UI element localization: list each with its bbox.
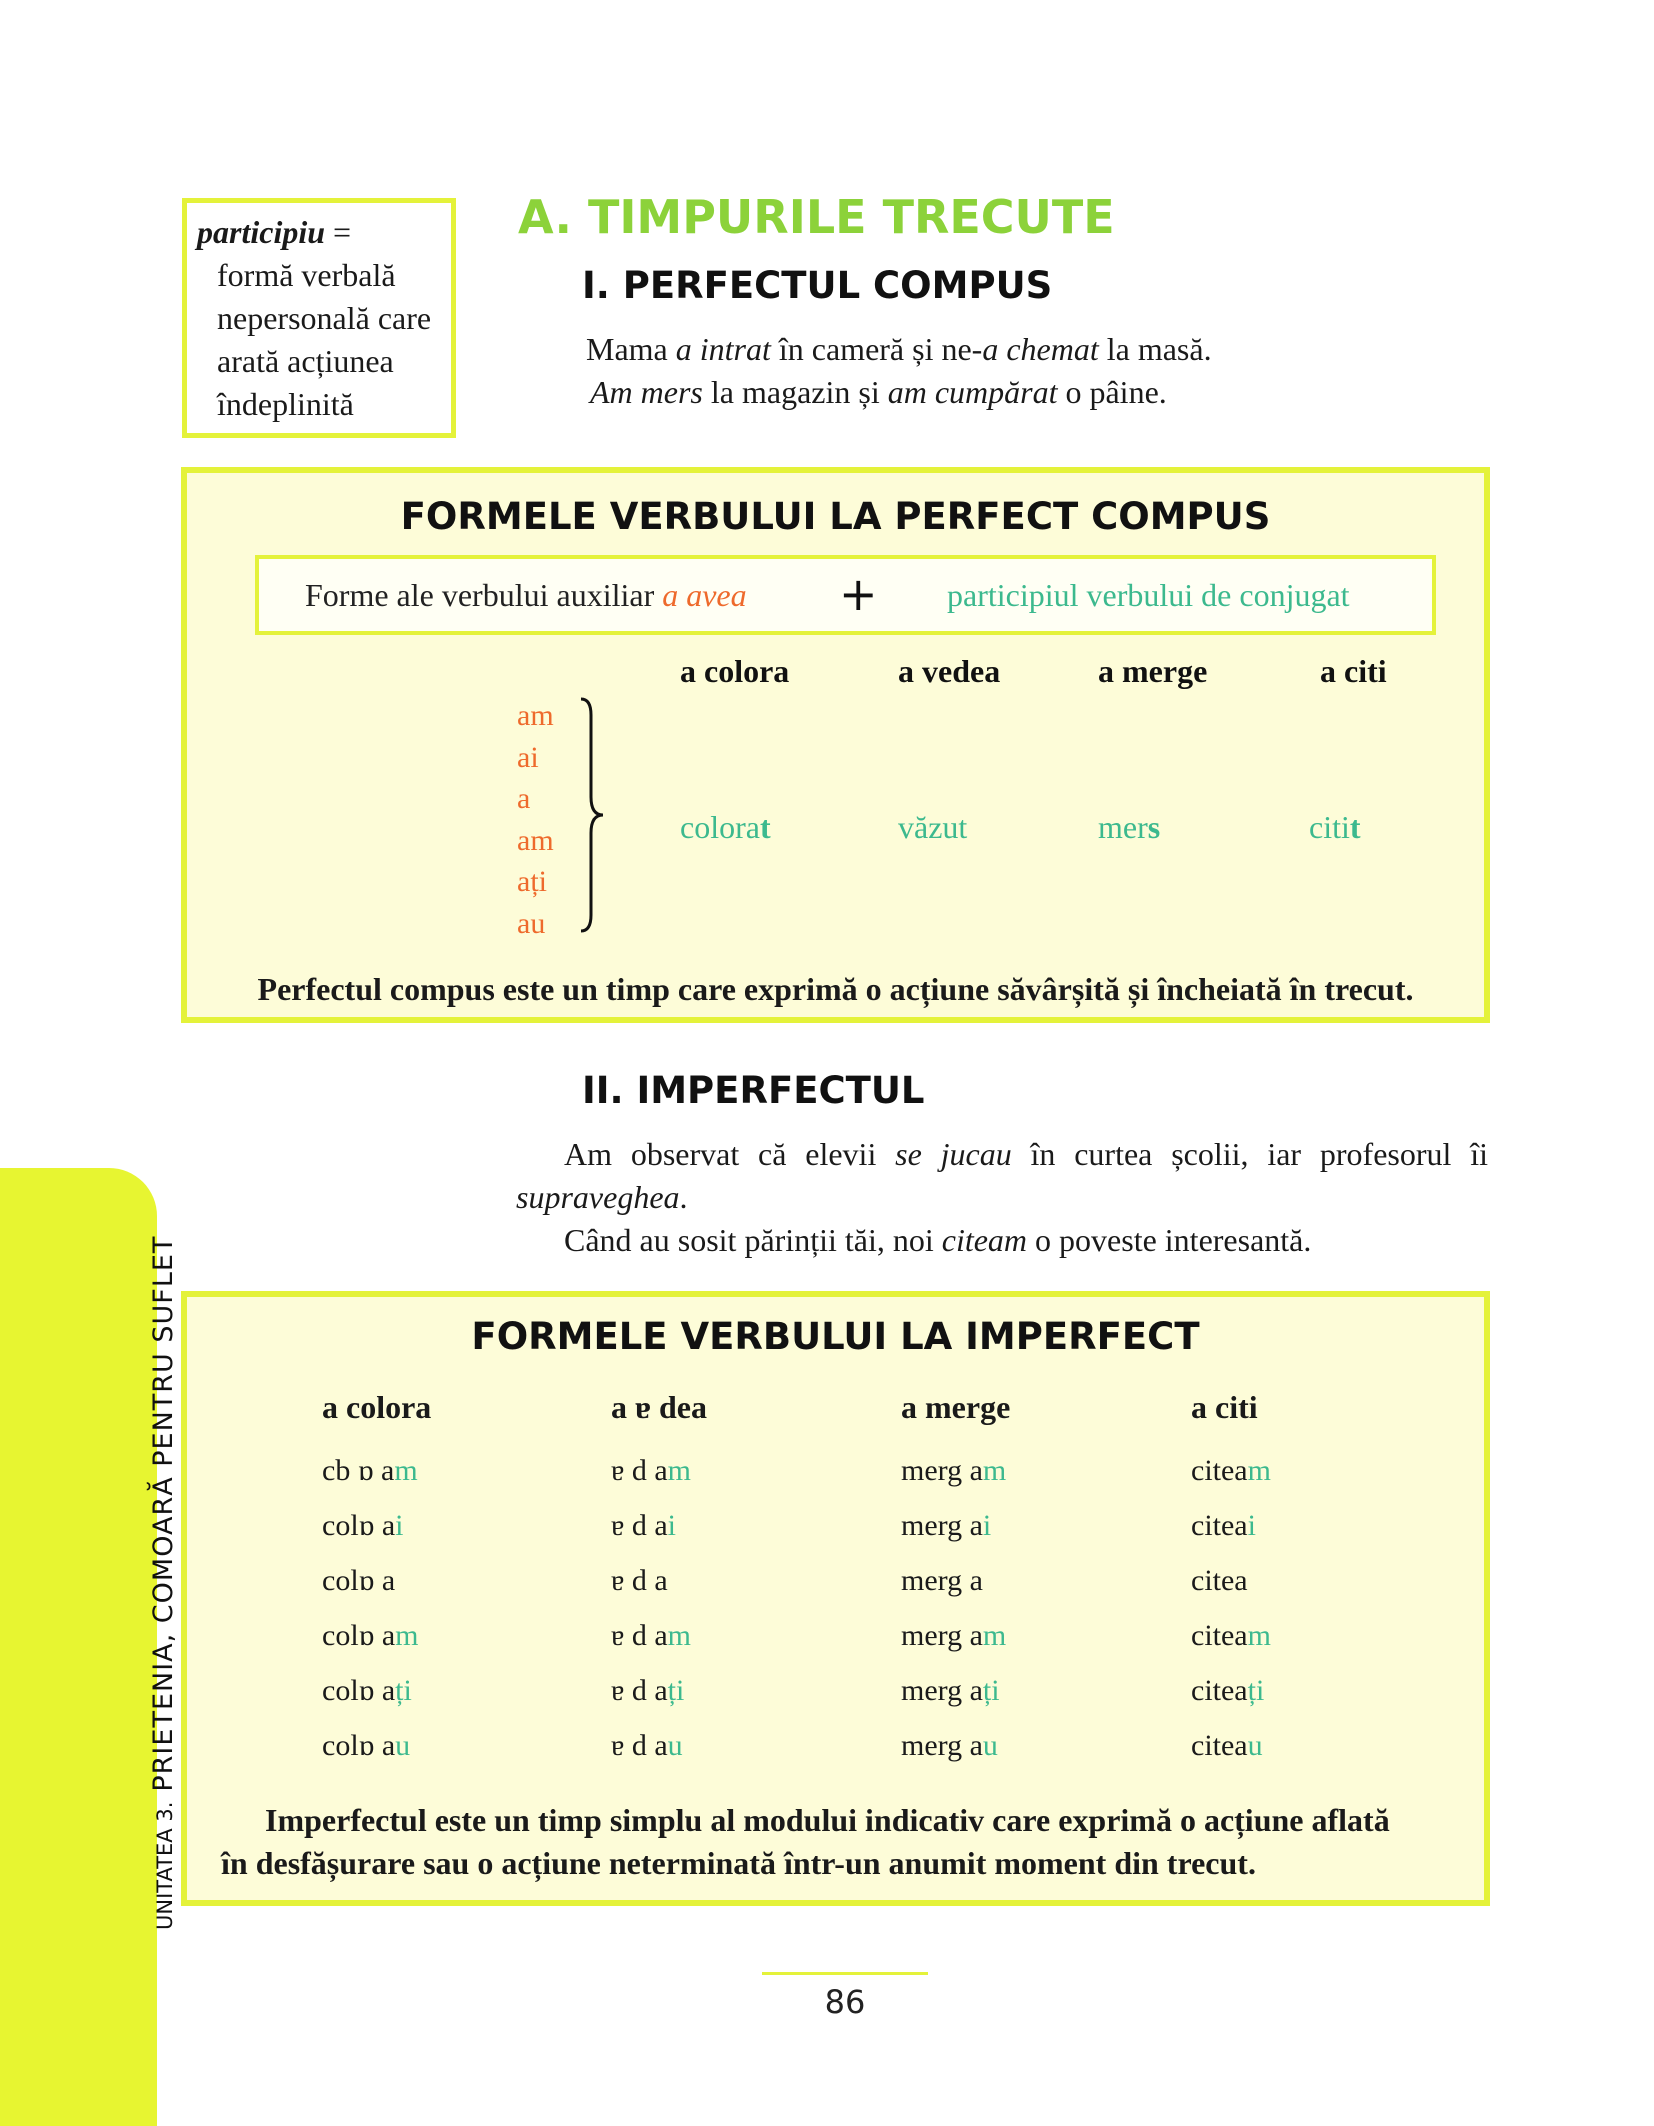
example-line [516,1176,1488,1219]
form-stem: citea [1191,1509,1248,1542]
italic-verb: Am mers [590,374,703,410]
form-stem: ɐ d a [611,1674,668,1707]
form-ending: m [982,1619,1007,1652]
example-line [586,328,1212,371]
form-stem: merg a [901,1509,983,1542]
participle [898,809,967,846]
section-title: A. TIMPURILE TRECUTE [518,190,1115,244]
form-ending: i [1247,1509,1256,1542]
text-run: Am observat că elevii [564,1136,896,1172]
perfect-definition: Perfectul compus este un timp care exprimă o acțiune săvârșită și încheiată în trecut. [257,971,1414,1007]
perfect-example [586,328,1212,414]
form-stem: colɒ a [322,1729,396,1762]
italic-verb: a intrat [675,331,771,367]
text-run: la magazin și [702,374,888,410]
conjugated-form [901,1443,1010,1498]
form-stem: merg a [901,1729,983,1762]
auxiliary-form: a [517,782,531,815]
form-stem: citea [1191,1619,1248,1652]
conjugated-form [1191,1443,1271,1498]
definition-line: formă verbală [217,257,396,293]
form-ending: u [667,1729,683,1762]
conjugation-column [611,1387,707,1773]
conjugated-form [611,1718,707,1773]
text-run: o pâine. [1057,374,1167,410]
plus-sign: + [839,567,878,621]
form-ending: i [667,1509,676,1542]
form-stem: merg a [901,1564,983,1597]
page-number: 86 [824,1983,866,2021]
form-ending: m [1247,1454,1271,1487]
conjugated-form [901,1718,1010,1773]
verb-header: a merge [901,1389,1011,1425]
unit-theme: PRIETENIA, COMOARĂ PENTRU SUFLET [148,1235,179,1792]
text-run: la masă. [1098,331,1212,367]
form-ending: u [395,1729,411,1762]
participle-ending: t [1349,809,1361,845]
definition-line: în desfășurare sau o acțiune neterminată într-un anumit moment din trecut. [221,1845,1256,1881]
definition-line: arată acțiunea [217,343,394,379]
conjugated-form [1191,1718,1271,1773]
verb-header: a colora [680,653,790,689]
formula-auxiliary [305,577,747,614]
side-tab [0,1168,157,2126]
conjugated-form [1191,1553,1271,1608]
formula-aux-verb: a avea [662,577,747,613]
italic-verb: am cumpărat [887,374,1058,410]
text-run: în curtea școlii, iar profesorul îi [1011,1136,1488,1172]
form-ending: i [982,1509,992,1542]
definition-box [182,198,456,438]
example-line [516,1133,1488,1176]
form-ending: m [1247,1619,1271,1652]
conjugated-form [322,1608,431,1663]
form-ending: m [982,1454,1007,1487]
unit-number: UNITATEA 3. [153,1801,177,1930]
participle-stem: colora [680,809,760,845]
verb-header: a colora [322,1389,432,1425]
participle-ending: s [1147,809,1161,845]
formula-participle: participiul verbului de conjugat [947,577,1350,613]
participle [680,809,771,846]
form-ending: m [667,1454,691,1487]
conjugated-form [901,1663,1010,1718]
verb-header: a citi [1191,1389,1258,1425]
definition-line: nepersonală care [217,300,432,336]
conjugation-column [901,1387,1010,1773]
form-ending: ți [982,1674,1000,1707]
example-line [586,371,1212,414]
panel-title: FORMELE VERBULUI LA PERFECT COMPUS [400,495,1271,538]
perfect-forms-panel [181,467,1490,1023]
auxiliary-form: ai [517,740,539,774]
conjugated-form [611,1443,707,1498]
conjugated-form [322,1443,431,1498]
form-ending: u [1247,1729,1263,1762]
formula-aux-text: Forme ale verbului auxiliar [305,577,663,613]
auxiliary-list [517,695,554,944]
participle-stem: văzut [898,809,968,845]
conjugated-form [901,1553,1010,1608]
italic-verb: a chemat [982,331,1099,367]
text-run: . [679,1179,688,1215]
form-stem: citea [1191,1674,1248,1707]
conjugated-form [1191,1608,1271,1663]
verb-header: a ɐ dea [611,1389,707,1425]
form-ending: m [667,1619,691,1652]
conjugation-column [1191,1387,1271,1773]
text-run: o poveste interesantă. [1027,1222,1312,1258]
conjugated-form [901,1498,1010,1553]
auxiliary-form: am [517,699,554,732]
verb-header: a vedea [898,653,1001,689]
form-ending: m [394,1454,418,1487]
form-stem: ɐ d a [611,1729,668,1762]
form-stem: colɒ a [322,1674,396,1707]
form-stem: ɐ d a [611,1509,668,1542]
curly-brace-icon [577,697,607,933]
conjugated-form [611,1608,707,1663]
imperfect-example [516,1133,1488,1262]
form-stem: merg a [901,1454,983,1487]
conjugated-form [322,1553,431,1608]
unit-label [148,1236,179,1930]
italic-verb: supraveghea [516,1179,680,1215]
participle-ending: t [759,809,771,845]
conjugated-form [611,1498,707,1553]
participle-stem: citi [1309,809,1350,845]
form-stem: merg a [901,1619,983,1652]
form-stem: colɒ a [322,1564,396,1597]
form-stem: ɐ d a [611,1454,668,1487]
conjugated-form [611,1553,707,1608]
conjugated-form [322,1498,431,1553]
form-ending: ți [1247,1674,1265,1707]
participle [1309,809,1361,846]
form-ending: i [395,1509,404,1542]
text-run: în cameră și ne- [770,331,983,367]
conjugated-form [1191,1498,1271,1553]
form-stem: citea [1191,1564,1248,1597]
form-stem: ɐ d a [611,1619,668,1652]
definition-equals: = [325,214,352,250]
form-stem: colɒ a [322,1619,396,1652]
form-stem: merg a [901,1674,983,1707]
italic-verb: citeam [941,1222,1028,1258]
auxiliary-form: am [517,823,554,857]
verb-header: a merge [1098,653,1208,689]
conjugated-form [322,1663,431,1718]
perfect-title: I. PERFECTUL COMPUS [582,264,1053,307]
auxiliary-form: ați [517,865,547,898]
conjugated-form [322,1718,431,1773]
panel-title: FORMELE VERBULUI LA IMPERFECT [471,1315,1200,1358]
definition-term: participiu [197,214,326,250]
form-ending: ți [667,1674,685,1707]
participle [1098,809,1160,846]
footer-rule [762,1972,928,1975]
conjugated-form [611,1663,707,1718]
italic-verb: se jucau [895,1136,1012,1172]
definition-line: Imperfectul este un timp simplu al modului indicativ care exprimă o acțiune aflată [265,1802,1390,1838]
conjugation-column [322,1387,431,1773]
verb-header: a citi [1320,653,1387,689]
form-ending: u [982,1729,998,1762]
conjugated-form [901,1608,1010,1663]
formula-box [255,555,1436,635]
imperfect-forms-panel [181,1291,1490,1906]
form-stem: cb ɒ a [322,1454,395,1487]
imperfect-title: II. IMPERFECTUL [582,1069,925,1112]
example-line [516,1219,1488,1262]
conjugated-form [1191,1663,1271,1718]
form-ending: m [395,1619,419,1652]
definition-line: îndeplinită [217,386,354,422]
form-stem: citea [1191,1729,1248,1762]
text-run: Mama [586,331,676,367]
form-stem: colɒ a [322,1509,396,1542]
text-run: Când au sosit părinții tăi, noi [564,1222,942,1258]
participle-stem: mer [1098,809,1148,845]
auxiliary-form: au [517,906,546,940]
form-stem: citea [1191,1454,1248,1487]
form-stem: ɐ d a [611,1564,668,1597]
form-ending: ți [395,1674,412,1707]
imperfect-definition [221,1799,1461,1885]
